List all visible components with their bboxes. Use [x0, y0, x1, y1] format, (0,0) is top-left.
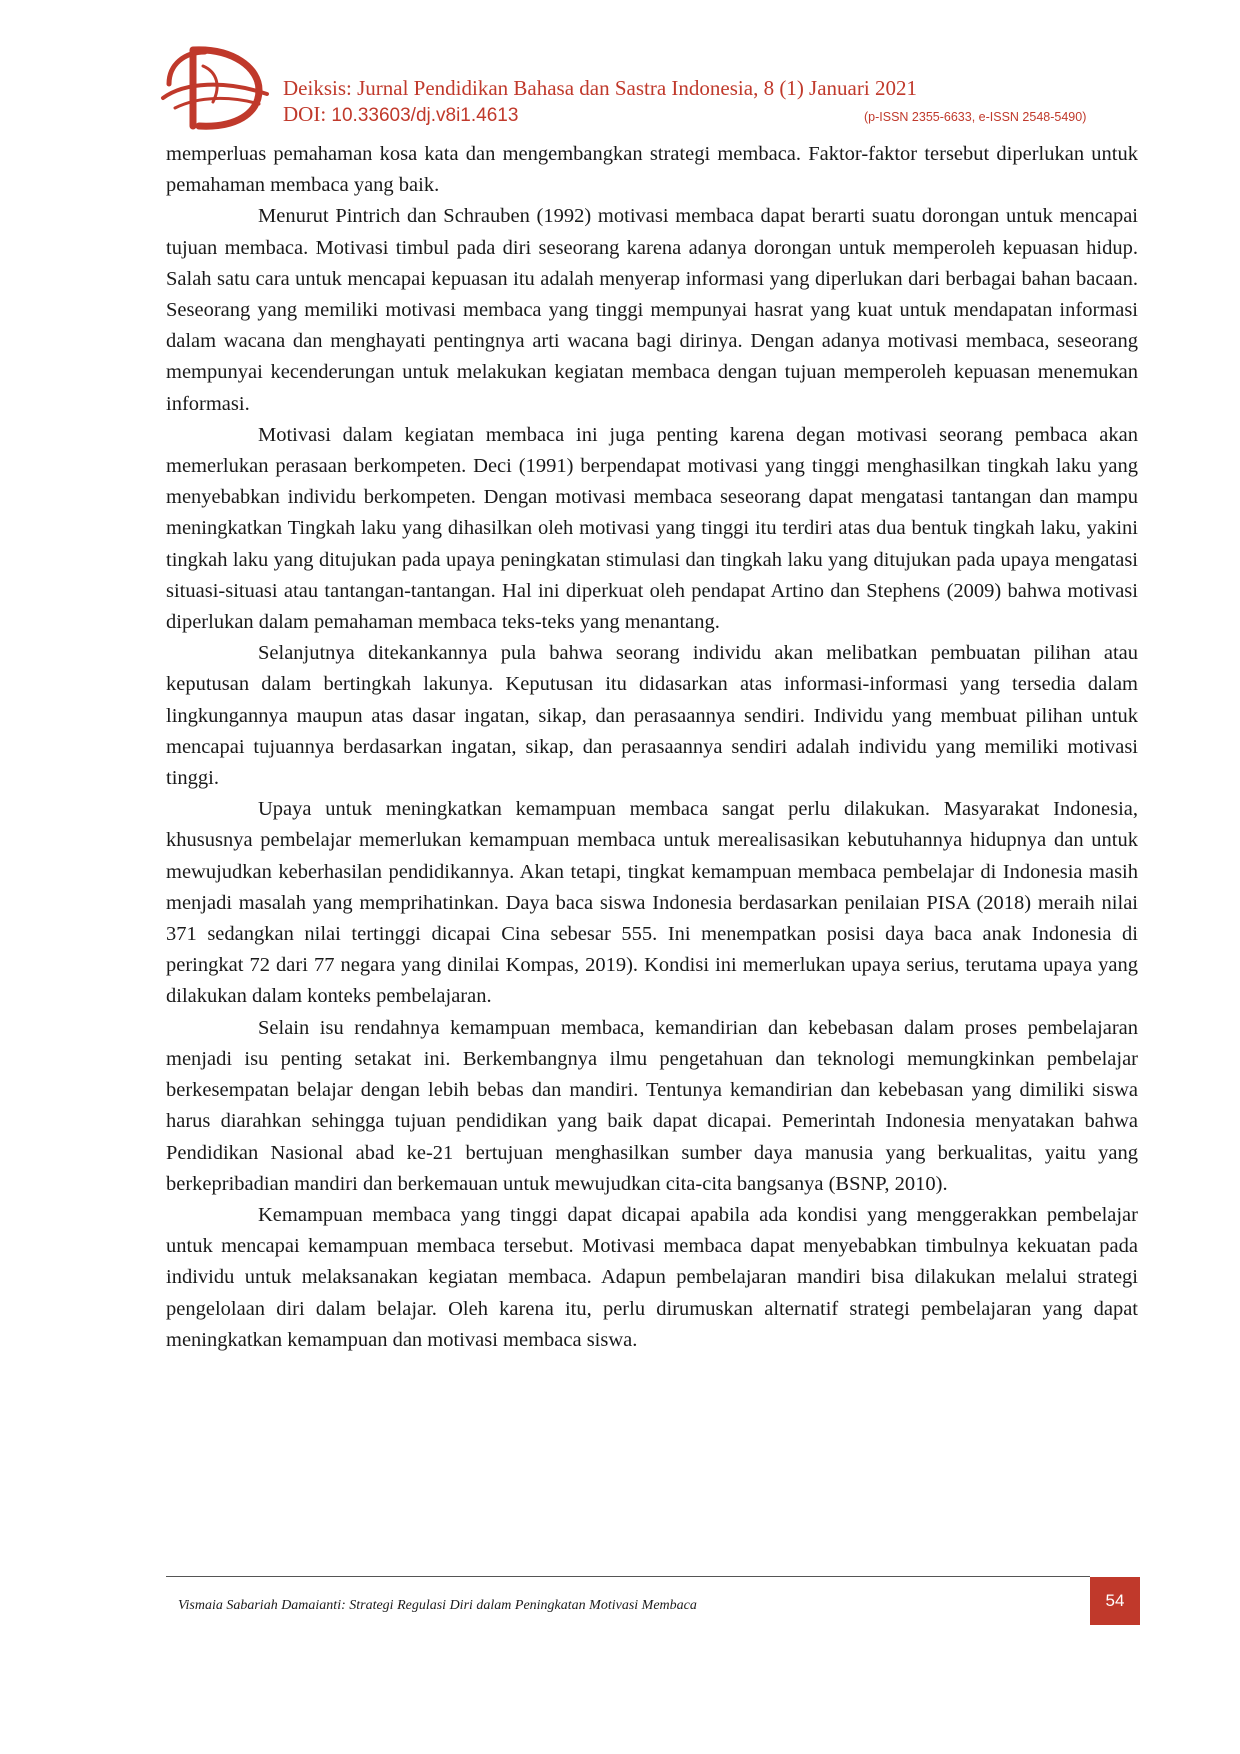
paragraph: Selain isu rendahnya kemampuan membaca, kemandirian dan kebebasan dalam proses pembelajaran menjadi isu penting setakat ini. Berkembangnya ilmu pengetahuan dan teknologi memungkinkan pembelajar berkesempatan belajar dengan lebih bebas dan mandiri. Tentunya kemandirian dan kebebasan yang dimiliki siswa harus diarahkan sehingga tujuan pendidikan yang baik dapat dicapai. Pemerintah Indonesia menyatakan bahwa Pendidikan Nasional abad ke-21 bertujuan menghasilkan sumber daya manusia yang berkualitas, yaitu yang berkepribadian mandiri dan berkemauan untuk mewujudkan cita-cita bangsanya (BSNP, 2010). — [166, 1016, 1138, 1195]
paragraph: Kemampuan membaca yang tinggi dapat dicapai apabila ada kondisi yang menggerakkan pembelajar untuk mencapai kemampuan membaca tersebut. Motivasi membaca dapat menyebabkan timbulnya kekuatan pada individu untuk melaksanakan kegiatan membaca. Adapun pembelajaran mandiri bisa dilakukan melalui strategi pengelolaan diri dalam belajar. Oleh karena itu, perlu dirumuskan alternatif strategi pembelajaran yang dapat meningkatkan kemampuan dan motivasi membaca siswa. — [166, 1203, 1138, 1351]
page-header — [0, 0, 1240, 140]
journal-citation: Deiksis: Jurnal Pendidikan Bahasa dan Sastra Indonesia, 8 (1) Januari 2021 — [283, 76, 917, 100]
paragraph: Menurut Pintrich dan Schrauben (1992) motivasi membaca dapat berarti suatu dorongan untuk mencapai tujuan membaca. Motivasi timbul pada diri seseorang karena adanya dorongan untuk memperoleh kepuasan hidup. Salah satu cara untuk mencapai kepuasan itu adalah menyerap informasi yang diperlukan dari berbagai bahan bacaan. Seseorang yang memiliki motivasi membaca yang tinggi mempunyai hasrat yang kuat untuk mendapatan informasi dalam wacana dan menghayati pentingnya arti wacana bagi dirinya. Dengan adanya motivasi membaca, seseorang mempunyai kecenderungan untuk melakukan kegiatan membaca dengan tujuan memperoleh kepuasan menemukan informasi. — [166, 205, 1138, 415]
doi-label: DOI: — [283, 102, 327, 126]
paragraph: Upaya untuk meningkatkan kemampuan membaca sangat perlu dilakukan. Masyarakat Indonesia, khususnya pembelajar memerlukan kemampuan membaca untuk merealisasikan kebutuhannya hidupnya dan untuk mewujudkan keberhasilan pendidikannya. Akan tetapi, tingkat kemampuan membaca pembelajar di Indonesia masih menjadi masalah yang memprihatinkan. Daya baca siswa Indonesia berdasarkan penilaian PISA (2018) meraih nilai 371 sedangkan nilai tertinggi dicapai Cina sebesar 555. Ini menempatkan posisi daya baca anak Indonesia di peringkat 72 dari 77 negara yang dinilai Kompas, 2019). Kondisi ini memerlukan upaya serius, terutama upaya yang dilakukan dalam konteks pembelajaran. — [166, 798, 1138, 1008]
paragraph: Motivasi dalam kegiatan membaca ini juga penting karena degan motivasi seorang pembaca akan memerlukan perasaan berkompeten. Deci (1991) berpendapat motivasi yang tinggi menghasilkan tingkah laku yang menyebabkan individu berkompeten. Dengan motivasi membaca seseorang dapat mengatasi tantangan dan mampu meningkatkan Tingkah laku yang dihasilkan oleh motivasi yang tinggi itu terdiri atas dua bentuk tingkah laku, yakini tingkah laku yang ditujukan pada upaya peningkatan stimulasi dan tingkah laku yang ditujukan pada upaya mengatasi situasi-situasi atau tantangan-tantangan. Hal ini diperkuat oleh pendapat Artino dan Stephens (2009) bahwa motivasi diperlukan dalam pemahaman membaca teks-teks yang menantang. — [166, 423, 1138, 634]
paragraph: Selanjutnya ditekankannya pula bahwa seorang individu akan melibatkan pembuatan pilihan atau keputusan dalam bertingkah lakunya. Keputusan itu didasarkan atas informasi-informasi yang tersedia dalam lingkungannya maupun atas dasar ingatan, sikap, dan perasaannya sendiri. Individu yang membuat pilihan untuk mencapai tujuannya berdasarkan ingatan, sikap, dan perasaannya sendiri adalah individu yang memiliki motivasi tinggi. — [166, 642, 1138, 790]
doi-line — [283, 102, 518, 127]
journal-logo-icon — [155, 42, 275, 134]
footer-divider — [166, 1576, 1090, 1577]
issn-info: (p-ISSN 2355-6633, e-ISSN 2548-5490) — [864, 110, 1087, 124]
footer-running-title: Vismaia Sabariah Damaianti: Strategi Regulasi Diri dalam Peningkatan Motivasi Membaca — [178, 1598, 697, 1613]
paragraph-continued: memperluas pemahaman kosa kata dan mengembangkan strategi membaca. Faktor-faktor tersebut diperlukan untuk pemahaman membaca yang baik. — [166, 143, 1138, 197]
page-number: 54 — [1105, 1591, 1125, 1610]
article-body — [166, 139, 1138, 1356]
doi-link[interactable]: 10.33603/dj.v8i1.4613 — [331, 105, 519, 126]
page-number-badge — [1090, 1577, 1140, 1625]
